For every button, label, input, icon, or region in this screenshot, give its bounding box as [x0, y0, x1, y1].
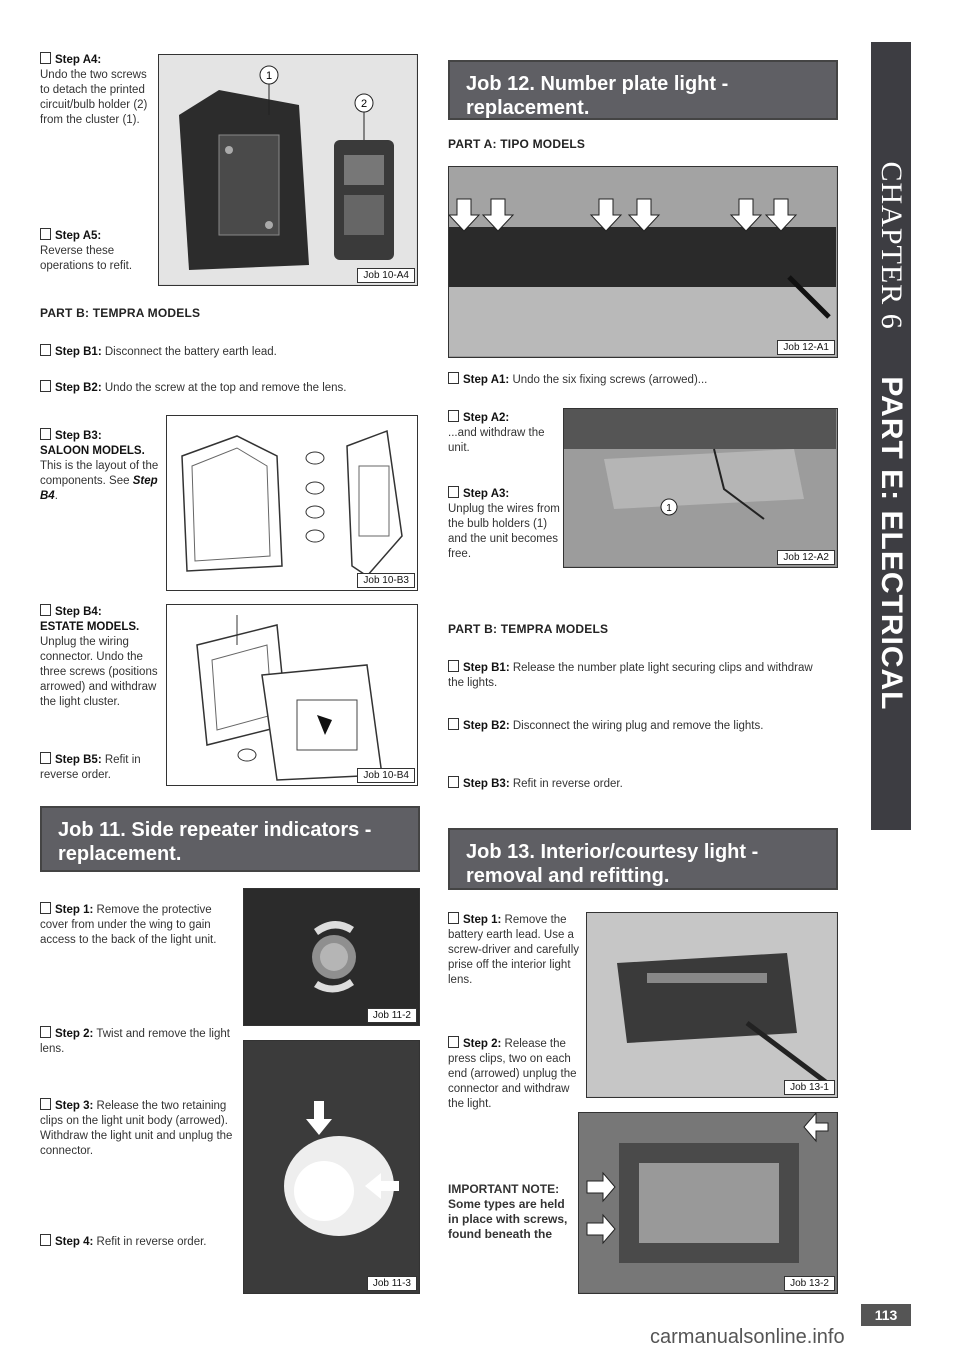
checkbox-icon — [448, 718, 459, 730]
checkbox-icon — [448, 372, 459, 384]
light-cluster-illustration — [159, 55, 416, 284]
step-12-b1: Step B1: Release the number plate light securing clips and withdraw the lights. — [448, 662, 813, 689]
figure-job-11-3 — [243, 1040, 420, 1294]
svg-text:1: 1 — [265, 70, 273, 82]
checkbox-icon — [40, 604, 51, 616]
checkbox-icon — [40, 902, 51, 914]
job11-step-1: Step 1: Remove the protective cover from under the wing to gain access to the back of the light unit. — [40, 904, 217, 946]
job11-step-4: Step 4: Refit in reverse order. — [40, 1234, 236, 1250]
checkbox-icon — [40, 380, 51, 392]
figure-job-12-a2 — [563, 408, 838, 568]
step-b1: Step B1: Disconnect the battery earth lead. — [40, 344, 420, 360]
chapter-sidebar — [871, 42, 911, 830]
watermark: carmanualsonline.info — [650, 1326, 845, 1348]
step-b3: Step B3: SALOON MODELS. This is the layout of the components. See Step B4. — [40, 430, 159, 502]
figure-job-13-2 — [578, 1112, 838, 1294]
checkbox-icon — [40, 428, 51, 440]
figure-caption: Job 13-1 — [784, 1080, 835, 1095]
checkbox-icon — [40, 1026, 51, 1038]
saloon-cluster-diagram — [167, 416, 416, 589]
job-13-banner: Job 13. Interior/courtesy light - removal and refitting. — [448, 828, 838, 890]
step-a4: Step A4: Undo the two screws to detach the printed circuit/bulb holder (2) from the cluster (1). — [40, 54, 148, 126]
step-12-a3: Step A3: Unplug the wires from the bulb holders (1) and the unit becomes free. — [448, 488, 560, 560]
step-12-a1: Step A1: Undo the six fixing screws (arrowed)... — [448, 372, 838, 388]
step-b4: Step B4: ESTATE MODELS. Unplug the wiring connector. Undo the three screws (positions arrowed) and withdraw the light cluster. — [40, 606, 158, 708]
svg-text:2: 2 — [360, 98, 368, 110]
figure-job-10-a4 — [158, 54, 418, 286]
checkbox-icon — [448, 776, 459, 788]
checkbox-icon — [448, 1036, 459, 1048]
figure-caption: Job 10-B3 — [357, 573, 415, 588]
part-b-heading-right: PART B: TEMPRA MODELS — [448, 622, 609, 636]
checkbox-icon — [40, 344, 51, 356]
step-b2: Step B2: Undo the screw at the top and remove the lens. — [40, 380, 420, 396]
sidebar-text — [874, 162, 908, 711]
interior-light-unit-photo — [579, 1113, 836, 1292]
step-12-b3: Step B3: Refit in reverse order. — [448, 776, 828, 792]
checkbox-icon — [448, 486, 459, 498]
step-b5: Step B5: Refit in reverse order. — [40, 754, 141, 781]
part-label: PART E: ELECTRICAL — [875, 376, 908, 711]
chapter-label: CHAPTER 6 — [875, 161, 908, 330]
checkbox-icon — [448, 410, 459, 422]
job-12-banner: Job 12. Number plate light - replacement. — [448, 60, 838, 120]
checkbox-icon — [40, 1234, 51, 1246]
checkbox-icon — [40, 228, 51, 240]
figure-job-10-b3 — [166, 415, 418, 591]
figure-job-10-b4 — [166, 604, 418, 786]
checkbox-icon — [448, 912, 459, 924]
checkbox-icon — [40, 752, 51, 764]
page-number: 113 — [861, 1304, 911, 1326]
job11-step-3: Step 3: Release the two retaining clips on the light unit body (arrowed). Withdraw the light unit and unplug the connector. — [40, 1100, 233, 1157]
figure-job-12-a1 — [448, 166, 838, 358]
step-12-b2: Step B2: Disconnect the wiring plug and remove the lights. — [448, 718, 828, 734]
part-a-heading: PART A: TIPO MODELS — [448, 137, 586, 151]
figure-caption: Job 11-2 — [367, 1008, 417, 1023]
figure-caption: Job 10-B4 — [357, 768, 415, 783]
job-11-banner: Job 11. Side repeater indicators - replacement. — [40, 806, 420, 872]
job13-step-2: Step 2: Release the press clips, two on each end (arrowed) unplug the connector and withdraw the light. — [448, 1038, 577, 1110]
checkbox-icon — [448, 660, 459, 672]
figure-job-13-1 — [586, 912, 838, 1098]
part-b-heading: PART B: TEMPRA MODELS — [40, 306, 201, 320]
checkbox-icon — [40, 1098, 51, 1110]
step-a5: Step A5: Reverse these operations to refit. — [40, 230, 133, 272]
repeater-lens-photo — [244, 889, 418, 1024]
interior-light-photo — [587, 913, 836, 1096]
job11-step-2: Step 2: Twist and remove the light lens. — [40, 1028, 230, 1055]
plate-light-unit-photo — [564, 409, 836, 566]
repeater-unit-photo — [244, 1041, 418, 1292]
job13-step-1: Step 1: Remove the battery earth lead. Use a screw-driver and carefully prise off the interior light lens. — [448, 914, 580, 986]
important-note: IMPORTANT NOTE: Some types are held in place with screws, found beneath the — [448, 1182, 568, 1241]
estate-cluster-diagram — [167, 605, 416, 784]
number-plate-light-photo — [449, 167, 836, 356]
step-12-a2: Step A2: ...and withdraw the unit. — [448, 412, 545, 454]
figure-caption: Job 12-A1 — [777, 340, 835, 355]
figure-caption: Job 11-3 — [367, 1276, 417, 1291]
checkbox-icon — [40, 52, 51, 64]
figure-caption: Job 12-A2 — [777, 550, 835, 565]
figure-job-11-2 — [243, 888, 420, 1026]
figure-caption: Job 10-A4 — [357, 268, 415, 283]
figure-caption: Job 13-2 — [784, 1276, 835, 1291]
svg-text:1: 1 — [666, 503, 672, 514]
